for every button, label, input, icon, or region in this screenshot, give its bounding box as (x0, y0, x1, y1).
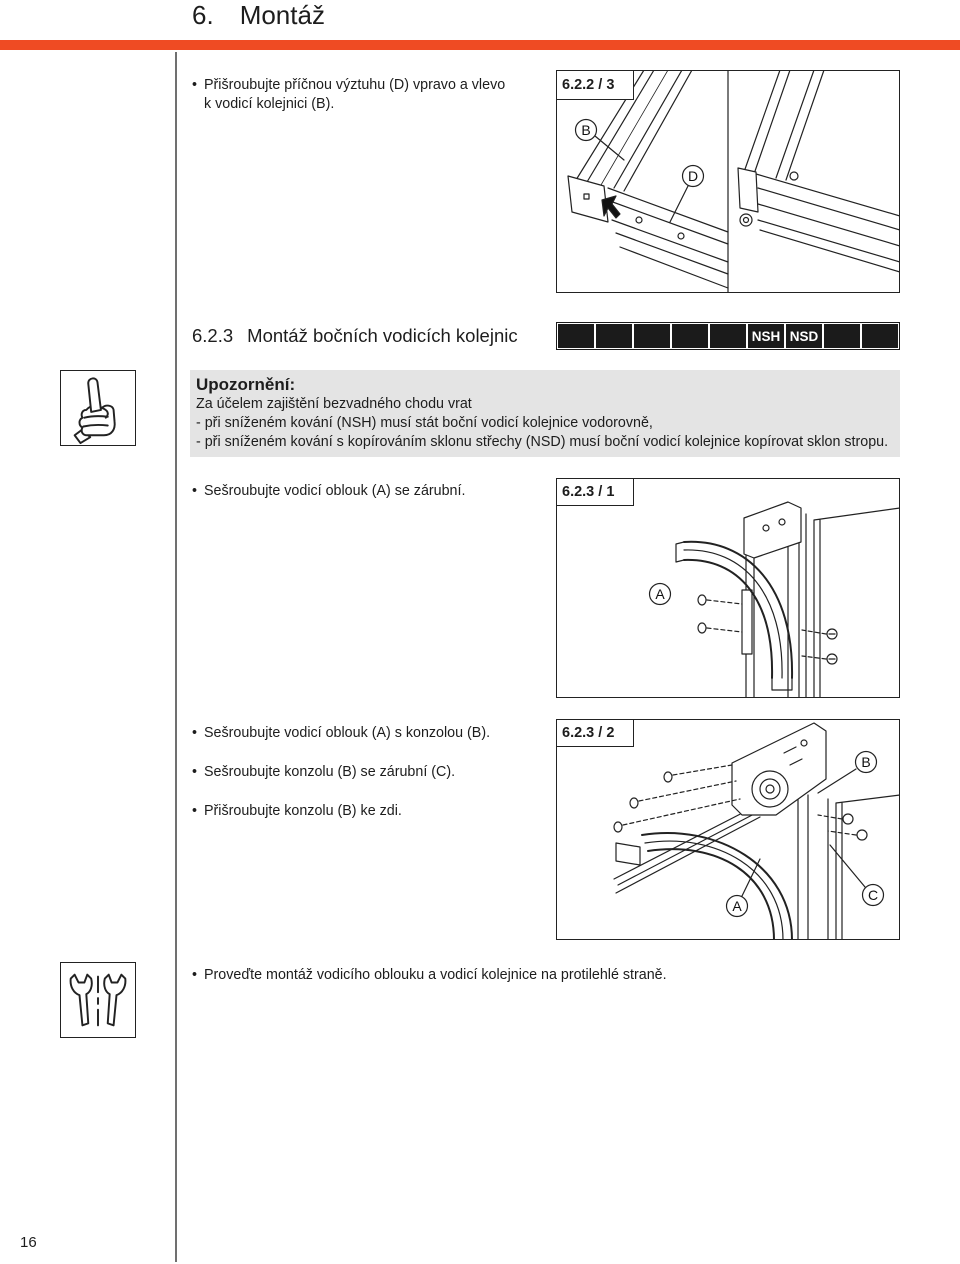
variant-cell (710, 324, 746, 348)
cross-brace-right (756, 174, 900, 272)
nut (698, 595, 706, 605)
nut (698, 623, 706, 633)
margin-rule (175, 52, 177, 1262)
nut (790, 172, 798, 180)
rail-clip (616, 843, 640, 865)
callout-b-letter: B (581, 122, 591, 138)
step-623-2-instruction: • Přišroubujte konzolu (B) ke zdi. (192, 802, 490, 821)
callout-a (727, 859, 761, 917)
frame-mount (742, 590, 752, 654)
figure-623-1-illustration (556, 478, 900, 698)
section-number: 6.2.3 (192, 325, 234, 346)
wrench-left-icon (71, 975, 92, 1026)
variant-cell (596, 324, 632, 348)
guide-rail-right (744, 70, 824, 180)
cross-brace-d-left (608, 188, 728, 288)
callout-d-letter: D (687, 168, 699, 184)
callout-b (818, 752, 877, 794)
mirrored-wrenches-icon (61, 963, 135, 1037)
direction-arrow-icon (602, 196, 620, 218)
variant-cell-nsh: NSH (748, 324, 784, 348)
chapter-title: Montáž (239, 0, 325, 30)
warning-note (190, 370, 900, 457)
chapter-accent-bar (0, 40, 960, 50)
variant-cell (824, 324, 860, 348)
figure-623-2-illustration (556, 719, 900, 940)
guide-bend-a-ridge (684, 550, 782, 678)
callout-a-letter: A (732, 898, 742, 914)
figure-623-1 (556, 478, 900, 698)
step-622-instruction: • Přišroubujte příčnou výztuhu (D) vpravo a vlevo k vodicí kolejnici (B). (192, 76, 510, 114)
figure-label: 6.2.2 / 3 (556, 70, 634, 100)
callout-c-leader (830, 845, 865, 887)
bracket-hub (752, 771, 788, 807)
frame-top-plate (744, 502, 801, 558)
figure-623-2 (556, 719, 900, 940)
callout-c-letter: C (867, 887, 879, 903)
variant-cell (558, 324, 594, 348)
guide-bend-a-outer (684, 542, 792, 678)
callout-a (650, 584, 671, 605)
hardware-variant-bar (556, 322, 900, 350)
wall-anchor (614, 822, 622, 832)
step-623-1-instruction: • Sešroubujte vodicí oblouk (A) se zárubní. (192, 482, 465, 501)
note-icon-box (60, 370, 136, 446)
callout-b (576, 120, 625, 161)
pointing-hand-icon (61, 371, 135, 445)
opposite-side-instruction: • Proveďte montáž vodicího oblouku a vodicí kolejnice na protilehlé straně. (192, 966, 667, 985)
callout-a-leader (742, 859, 760, 896)
door-frame-c (798, 791, 828, 940)
note-intro: Za účelem zajištění bezvadného chodu vrat (196, 396, 472, 412)
wall-anchor (664, 772, 672, 782)
callout-d (670, 166, 704, 223)
step-623-2-instructions (192, 724, 490, 821)
assembly-path (707, 600, 742, 632)
chapter-number: 6. (192, 0, 214, 30)
page-number: 16 (20, 1234, 37, 1251)
bolt-head (843, 814, 853, 824)
nut (740, 214, 752, 226)
callout-b-leader (595, 136, 624, 160)
callout-a-letter: A (655, 586, 665, 602)
variant-cell (672, 324, 708, 348)
note-item-nsd: - při sníženém kování s kopírováním sklonu střechy (NSD) musí boční vodicí kolejnice kopírovat sklon stropu. (196, 434, 889, 450)
guide-bend-a-inner (684, 560, 772, 678)
chapter-heading (192, 0, 325, 30)
hand-index-finger (88, 378, 101, 411)
corner-bracket-right (738, 168, 758, 212)
wrench-right-icon (104, 975, 125, 1026)
note-heading: Upozornění: (196, 375, 296, 394)
bolt-head (857, 830, 867, 840)
figure-622-3 (556, 70, 900, 293)
mirror-icon-box (60, 962, 136, 1038)
section-heading (192, 324, 518, 348)
variant-cell-nsd: NSD (786, 324, 822, 348)
figure-622-3-illustration (556, 70, 900, 293)
figure-label: 6.2.3 / 2 (556, 719, 634, 747)
note-item-nsh: - při sníženém kování (NSH) musí stát boční vodicí kolejnice vodorovně, (196, 415, 653, 431)
door-leaf (814, 508, 900, 698)
figure-label: 6.2.3 / 1 (556, 478, 634, 506)
wall-anchor (630, 798, 638, 808)
callout-c (830, 845, 884, 906)
assembly-path (623, 765, 740, 825)
variant-cell (634, 324, 670, 348)
step-623-2-instruction: • Sešroubujte vodicí oblouk (A) s konzolou (B). (192, 724, 490, 743)
cross-brace-holes (636, 217, 684, 239)
step-623-2-instruction: • Sešroubujte konzolu (B) se zárubní (C). (192, 763, 490, 782)
variant-cell (862, 324, 898, 348)
callout-b-letter: B (861, 754, 871, 770)
section-title: Montáž bočních vodicích kolejnic (247, 325, 518, 346)
